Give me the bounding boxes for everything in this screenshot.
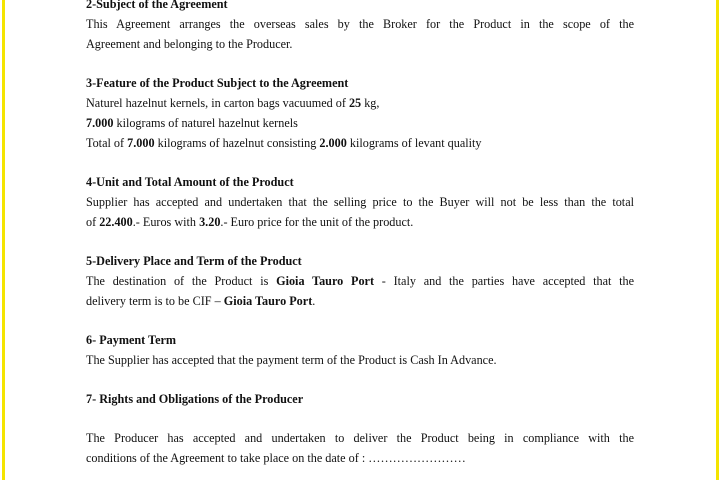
bold-value: 25 — [348, 96, 362, 110]
paragraph-line: The Producer has accepted and undertaken to deliver the Product being in compliance with the — [86, 431, 634, 445]
bold-value: 2.000 — [319, 136, 347, 150]
section-unit-amount — [86, 172, 634, 232]
bold-value: 7.000 — [86, 116, 114, 130]
text-run: kilograms of hazelnut consisting — [154, 136, 320, 150]
bold-value: 7.000 — [127, 136, 155, 150]
paragraph-line — [86, 113, 634, 133]
section-producer-obligations — [86, 389, 634, 468]
text-run: .- Euro price for the unit of the product. — [220, 215, 414, 229]
bold-value: 3.20 — [199, 215, 221, 229]
text-run: .- Euros with — [132, 215, 200, 229]
paragraph-line: This Agreement arranges the overseas sales by the Broker for the Product in the scope of the — [86, 17, 634, 31]
section-delivery — [86, 251, 634, 311]
bold-value: 22.400 — [99, 215, 133, 229]
right-yellow-border — [716, 0, 719, 480]
paragraph-line: Supplier has accepted and undertaken that the selling price to the Buyer will not be less than the total — [86, 195, 634, 209]
text-run: kilograms of naturel hazelnut kernels — [113, 116, 298, 130]
paragraph-line: The Supplier has accepted that the payment term of the Product is Cash In Advance. — [86, 353, 497, 367]
paragraph-line — [86, 212, 634, 232]
paragraph-line: Agreement and belonging to the Producer. — [86, 37, 293, 51]
left-yellow-border — [2, 0, 5, 480]
section-heading: 4-Unit and Total Amount of the Product — [86, 175, 294, 189]
bold-value: Gioia Tauro Port — [276, 274, 375, 288]
paragraph-line: conditions of the Agreement to take place on the date of : …………………… — [86, 451, 466, 465]
paragraph-line — [86, 133, 634, 153]
text-run: delivery term is to be CIF – — [86, 294, 224, 308]
section-heading: 3-Feature of the Product Subject to the Agreement — [86, 76, 349, 90]
text-run: . — [312, 294, 316, 308]
section-heading: 2-Subject of the Agreement — [86, 0, 228, 11]
paragraph-line — [86, 291, 634, 311]
section-product-feature — [86, 73, 634, 153]
text-run: The destination of the Product is — [86, 274, 277, 288]
text-run: Total of — [86, 136, 128, 150]
section-subject — [86, 0, 634, 54]
text-run: of — [86, 215, 100, 229]
section-heading: 6- Payment Term — [86, 333, 177, 347]
section-payment-term — [86, 330, 634, 370]
section-heading: 7- Rights and Obligations of the Producer — [86, 392, 304, 406]
blank-line — [86, 409, 634, 428]
text-run: kilograms of levant quality — [346, 136, 482, 150]
bold-value: Gioia Tauro Port — [223, 294, 313, 308]
paragraph-line — [86, 93, 634, 113]
paragraph-line — [86, 271, 634, 291]
agreement-body — [86, 0, 634, 480]
text-run: - Italy and the parties have accepted that the — [374, 274, 635, 288]
section-heading: 5-Delivery Place and Term of the Product — [86, 254, 302, 268]
text-run: kg, — [361, 96, 380, 110]
text-run: Naturel hazelnut kernels, in carton bags vacuumed of — [86, 96, 349, 110]
